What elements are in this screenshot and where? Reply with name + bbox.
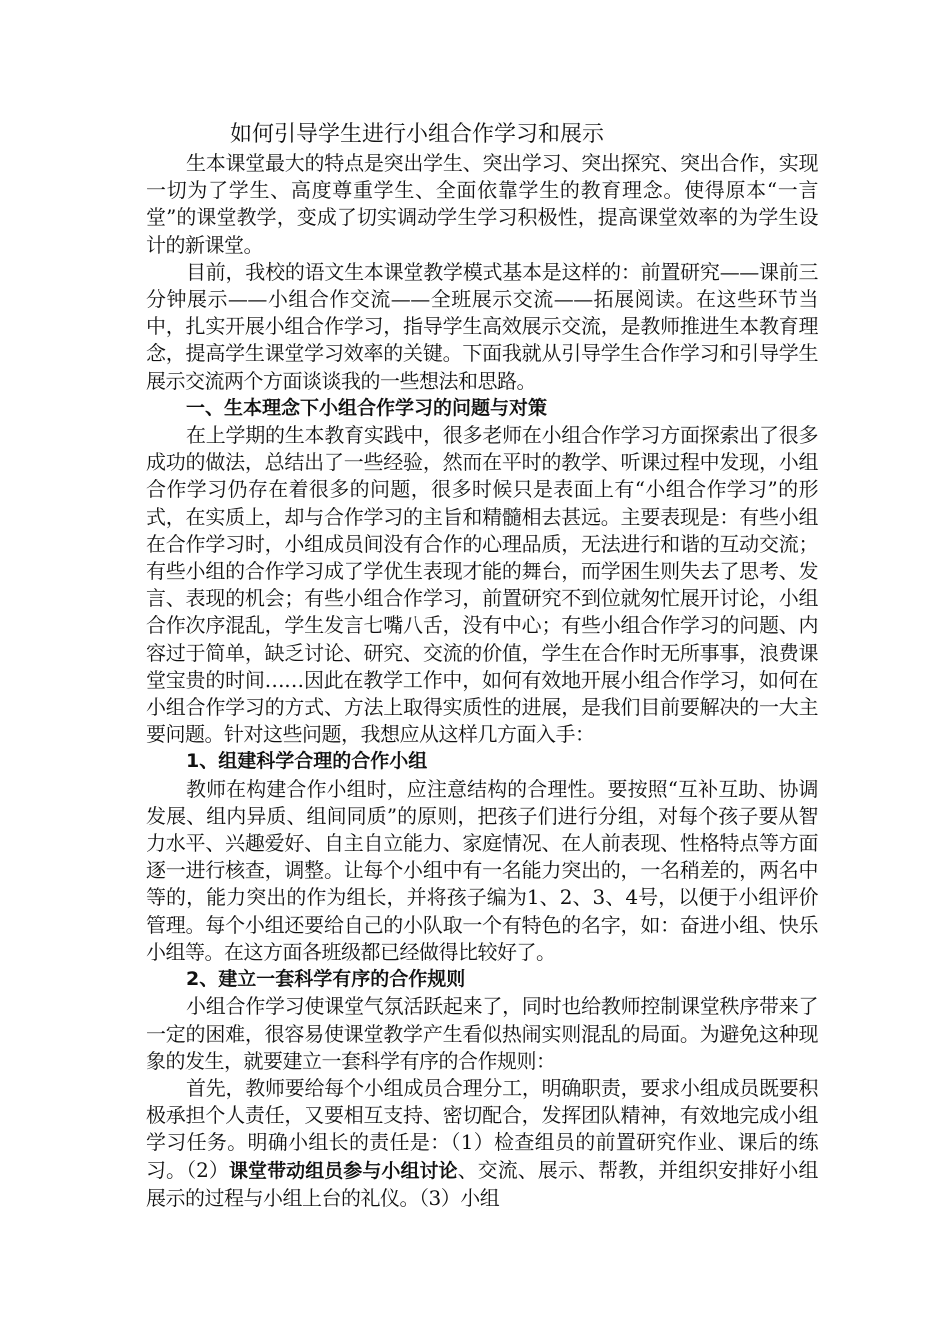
section-heading-1: 一、生本理念下小组合作学习的问题与对策 xyxy=(186,396,548,419)
document-page xyxy=(146,120,818,1212)
roles-text-c: 、交流、展示、帮教，并组织安排好小组展示的过程与小组上台的礼仪。（3）小组 xyxy=(146,1157,818,1210)
paragraph-intro: 生本课堂最大的特点是突出学生、突出学习、突出探究、突出合作，实现一切为了学生、高度尊重学生、全面依靠学生的教育理念。使得原本“一言堂”的课堂教学，变成了切实调动学生学习积极性，提高课堂效率的为学生设计的新课堂。 xyxy=(146,151,818,257)
paragraph-problems: 在上学期的生本教育实践中，很多老师在小组合作学习方面探索出了很多成功的做法，总结出了一些经验，然而在平时的教学、听课过程中发现，小组合作学习仍存在着很多的问题，很多时候只是表面上有“小组合作学习”的形式，在实质上，却与合作学习的主旨和精髓相去甚远。主要表现是：有些小组在合作学习时，小组成员间没有合作的心理品质，无法进行和谐的互动交流；有些小组的合作学习成了学优生表现才能的舞台，而学困生则失去了思考、发言、表现的机会；有些小组合作学习，前置研究不到位就匆忙展开讨论，小组合作次序混乱，学生发言七嘴八舌，没有中心；有些小组合作学习的问题、内容过于简单，缺乏讨论、研究、交流的价值，学生在合作时无所事事，浪费课堂宝贵的时间……因此在教学工作中，如何有效地开展小组合作学习，如何在小组合作学习的方式、方法上取得实质性的进展，是我们目前要解决的一大主要问题。针对这些问题，我想应从这样几方面入手： xyxy=(146,423,818,747)
paragraph-grouping: 教师在构建合作小组时，应注意结构的合理性。要按照“互补互助、协调发展、组内异质、组间同质”的原则，把孩子们进行分组，对每个孩子要从智力水平、兴趣爱好、自主自立能力、家庭情况、在人前表现、性格特点等方面逐一进行核查，调整。让每个小组中有一名能力突出的，一名稍差的，两名中等的，能力突出的作为组长，并将孩子编为1、2、3、4号，以便于小组评价管理。每个小组还要给自己的小队取一个有特色的名字，如：奋进小组、快乐小组等。在这方面各班级都已经做得比较好了。 xyxy=(146,776,818,964)
page-title: 如何引导学生进行小组合作学习和展示 xyxy=(230,122,605,147)
roles-text-bold: 课堂带动组员参与小组讨论 xyxy=(228,1159,458,1182)
paragraph-roles xyxy=(146,1075,818,1212)
paragraph-rules-intro: 小组合作学习使课堂气氛活跃起来了，同时也给教师控制课堂秩序带来了一定的困难，很容易使课堂教学产生看似热闹实则混乱的局面。为避免这种现象的发生，就要建立一套科学有序的合作规则： xyxy=(146,994,818,1073)
subsection-heading-1: 1、组建科学合理的合作小组 xyxy=(186,750,428,773)
subsection-heading-2: 2、建立一套科学有序的合作规则 xyxy=(186,968,466,991)
paragraph-teaching-mode: 目前，我校的语文生本课堂教学模式基本是这样的：前置研究——课前三分钟展示——小组合作交流——全班展示交流——拓展阅读。在这些环节当中，扎实开展小组合作学习，指导学生高效展示交流，是教师推进生本教育理念，提高学生课堂学习效率的关键。下面我就从引导学生合作学习和引导学生展示交流两个方面谈谈我的一些想法和思路。 xyxy=(146,259,818,393)
roles-text-a: 首先，教师要给每个小组成员合理分工，明确职责，要求小组成员既要积极承担个人责任，又要相互支持、密切配合，发挥团队精神，有效地完成小组学习任务。明确小组长的责任是：（1）检查组员的前置研究作业、课后的练习。（2） xyxy=(146,1075,818,1182)
